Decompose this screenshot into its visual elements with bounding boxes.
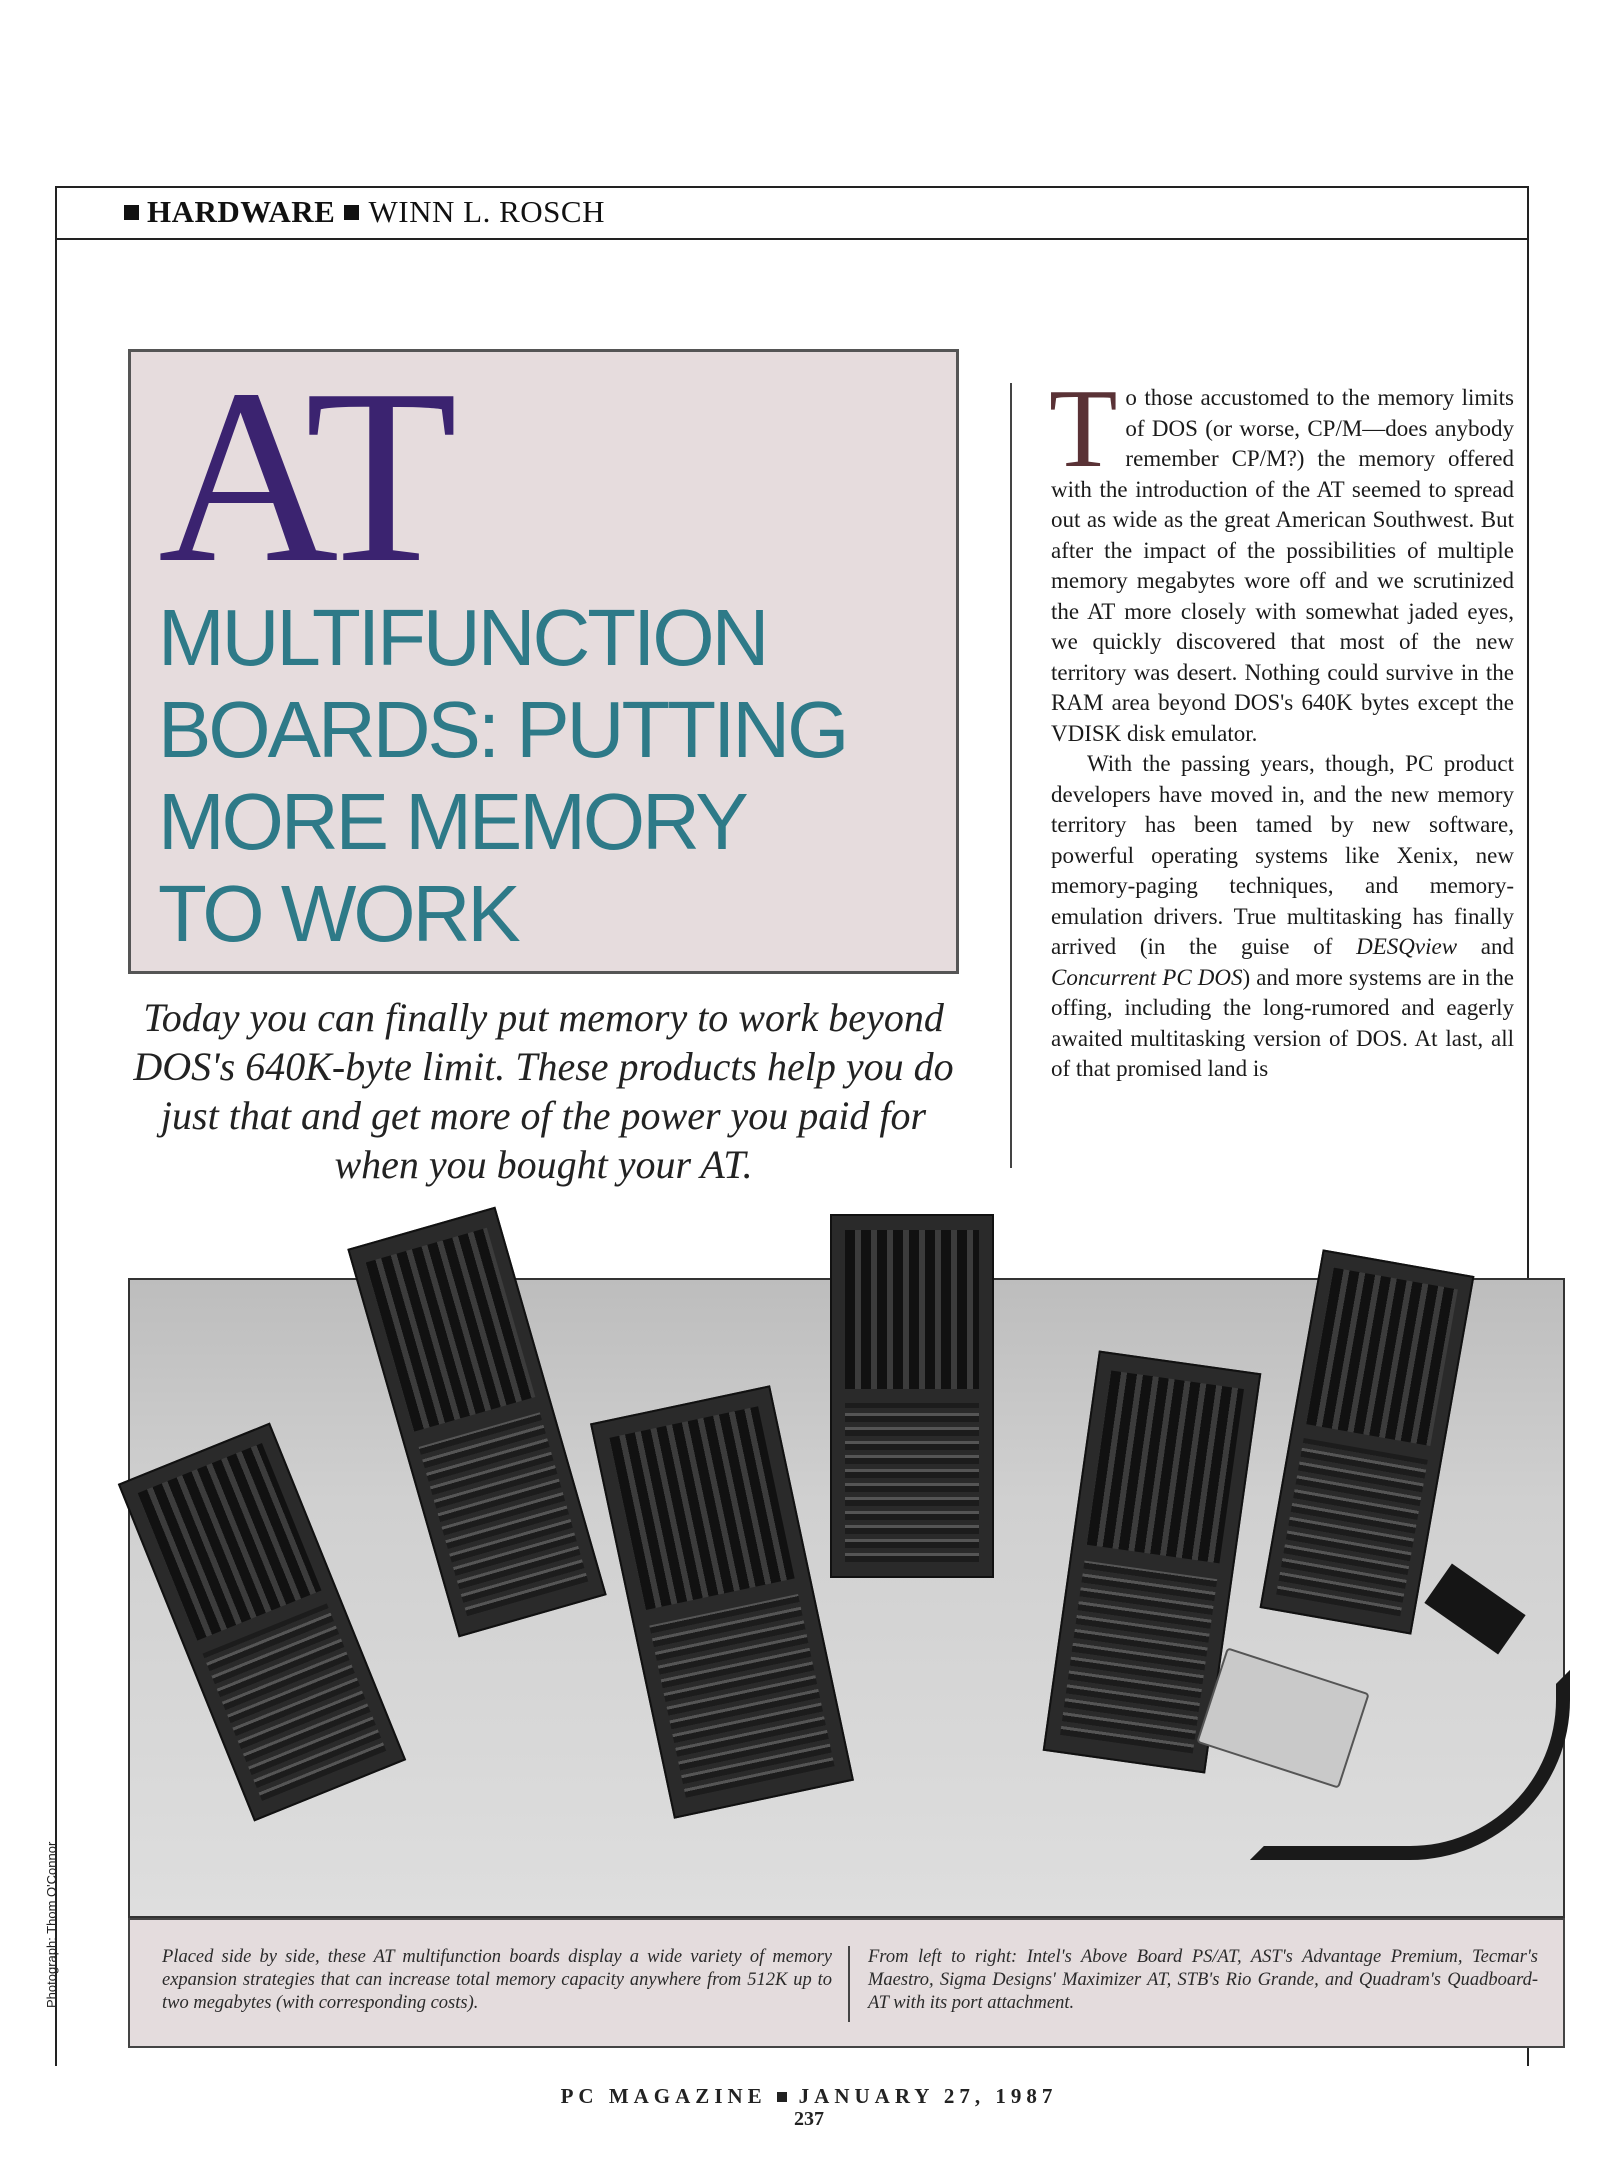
author-name: WINN L. ROSCH [368, 194, 605, 229]
page-footer [0, 2084, 1618, 2109]
port-attachment-image [1196, 1647, 1370, 1788]
caption-left: Placed side by side, these AT multifunction boards display a wide variety of memory expansion strategies that can increase total memory capacity anywhere from 512K up to two megabytes (with corresponding costs). [162, 1947, 832, 2013]
body-column [1049, 367, 1515, 1085]
body-text: ) and more systems are in the offing, including the long-rumored and eagerly awaited multitasking version of DOS. At last, all of that promised land is [1051, 964, 1515, 1081]
body-paragraph-1 [1049, 367, 1514, 749]
memory-board-image [118, 1423, 406, 1822]
frame-top-rule [55, 186, 1529, 188]
body-text: With the passing years, though, PC product developers have moved in, and the new memory territory has been tamed by new software, powerful operating systems like Xenix, new memory-paging techniques, and memory-emulation drivers. True multitasking has finally arrived (in the guise of [1051, 751, 1514, 959]
body-paragraph-2 [1051, 749, 1514, 1085]
drop-cap: T [1049, 367, 1118, 491]
square-bullet-icon [344, 205, 359, 220]
body-text: and [1457, 934, 1515, 959]
column-rule [1010, 383, 1012, 1168]
boards-photo [128, 1278, 1565, 1918]
issue-date: JANUARY 27, 1987 [798, 2084, 1058, 2108]
magazine-name: PC MAGAZINE [560, 2084, 767, 2108]
section-label: HARDWARE [147, 194, 336, 229]
title-subtitle: MULTIFUNCTION BOARDS: PUTTING MORE MEMORY TO WORK [158, 593, 847, 958]
photo-credit: Photograph: Thom O'Connor [44, 1841, 59, 2008]
square-bullet-icon [777, 2092, 787, 2102]
product-name: DESQview [1356, 934, 1458, 959]
body-text: o those accustomed to the memory limits of DOS (or worse, CP/M—does anybody remember CP/M?) the memory offered with the introduction of the AT seemed to spread out as wide as the great American Southwest. But after the impact of the possibilities of multiple memory megabytes wore off and we scrutinized the AT more closely with somewhat jaded eyes, we quickly discovered that most of the new territory was desert. Nothing could survive in the RAM area beyond DOS's 640K bytes except the VDISK disk emulator. [1051, 385, 1514, 746]
frame-left-rule [55, 186, 57, 2066]
title-main: AT [158, 338, 452, 615]
caption-right: From left to right: Intel's Above Board PS/AT, AST's Advantage Premium, Tecmar's Maestro, Sigma Designs' Maximizer AT, STB's Rio Grande, and Quadram's Quadboard-AT with its port attachment. [868, 1947, 1538, 2013]
page-number: 237 [794, 2108, 824, 2130]
memory-board-image [830, 1214, 994, 1578]
caption-box [128, 1918, 1565, 2048]
section-header [124, 194, 605, 230]
title-box [128, 338, 959, 974]
memory-board-image [590, 1385, 854, 1818]
header-rule [55, 238, 1529, 240]
port-plug-image [1424, 1564, 1525, 1655]
square-bullet-icon [124, 205, 139, 220]
product-name: Concurrent PC DOS [1051, 964, 1243, 990]
caption-divider [848, 1946, 850, 2022]
deck-text: Today you can finally put memory to work beyond DOS's 640K-byte limit. These products help you do just that and get more of the power you paid for when you bought your AT. [133, 995, 954, 1187]
memory-board-image [347, 1207, 606, 1638]
